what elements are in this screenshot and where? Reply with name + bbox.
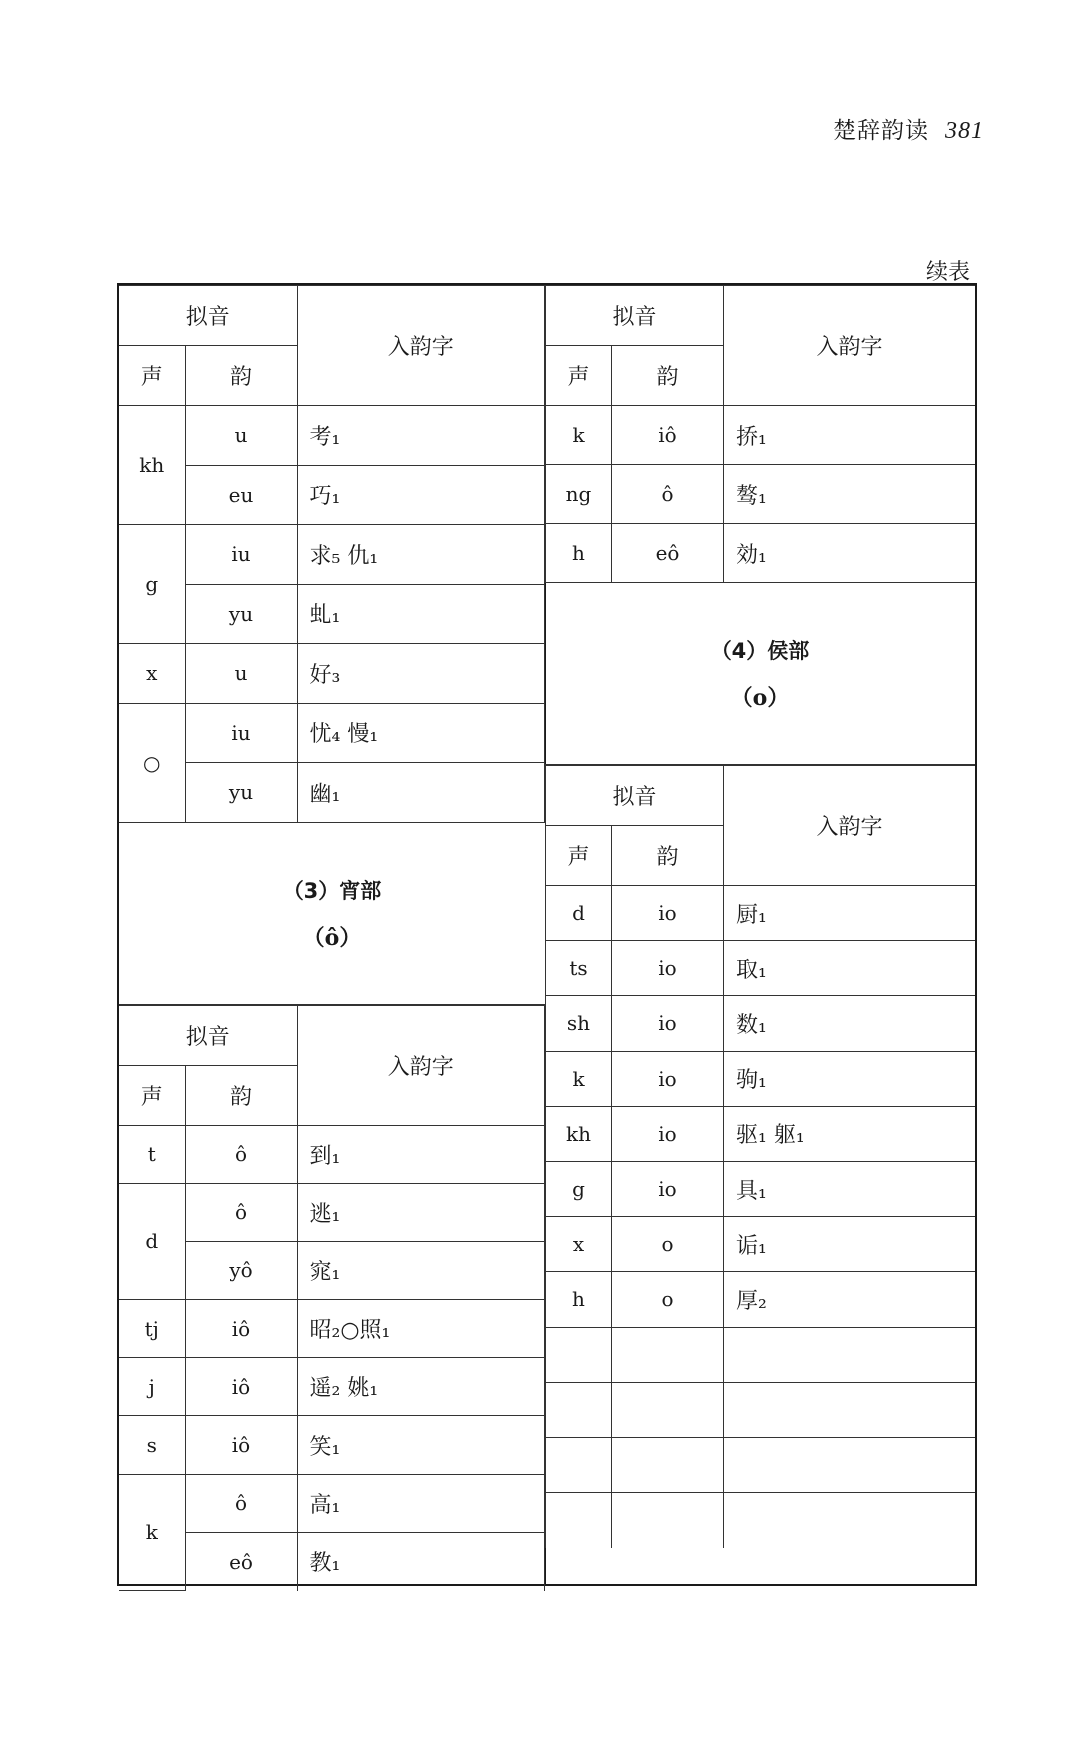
sheng-cell: h xyxy=(546,524,612,583)
yun-cell: u xyxy=(185,406,297,466)
table-row xyxy=(119,406,545,466)
header-sheng: 声 xyxy=(546,826,612,886)
header-sheng: 声 xyxy=(119,1065,185,1125)
ruyunzi-cell: 取₁ xyxy=(724,941,975,996)
ruyunzi-cell: 数₁ xyxy=(724,996,975,1051)
rhyme-table xyxy=(117,283,977,1586)
table-hou-bu xyxy=(545,765,975,1548)
empty-row xyxy=(546,1437,976,1492)
ruyunzi-cell: 教₁ xyxy=(297,1532,544,1590)
section-3-title: （3）宵部 xyxy=(282,878,382,903)
table-row xyxy=(119,1358,545,1416)
ruyunzi-cell: 具₁ xyxy=(724,1161,975,1216)
ruyunzi-cell: 高₁ xyxy=(297,1474,544,1532)
sheng-cell: k xyxy=(546,1051,612,1106)
yun-cell: eu xyxy=(185,465,297,525)
sheng-cell: g xyxy=(546,1161,612,1216)
sheng-cell: j xyxy=(119,1358,185,1416)
header-yun: 韵 xyxy=(185,1065,297,1125)
header-ruyunzi: 入韵字 xyxy=(724,766,975,886)
yun-cell: o xyxy=(612,1217,724,1272)
yun-cell: iô xyxy=(185,1358,297,1416)
sheng-cell: h xyxy=(546,1272,612,1327)
yun-cell: eô xyxy=(612,524,724,583)
ruyunzi-cell: 効₁ xyxy=(724,524,975,583)
table-row xyxy=(546,1051,976,1106)
ruyunzi-cell: 厨₁ xyxy=(724,886,975,941)
sheng-cell: kh xyxy=(546,1106,612,1161)
table-row xyxy=(546,465,976,524)
yun-cell: yô xyxy=(185,1241,297,1299)
yun-cell: o xyxy=(612,1272,724,1327)
yun-cell: iu xyxy=(185,525,297,585)
table-xiao-bu xyxy=(119,1005,545,1592)
sheng-cell: k xyxy=(119,1474,185,1590)
running-head xyxy=(833,112,984,145)
yun-cell: iu xyxy=(185,703,297,763)
table-row xyxy=(119,1300,545,1358)
yun-cell: ô xyxy=(185,1125,297,1183)
yun-cell: eô xyxy=(185,1532,297,1590)
yun-cell: u xyxy=(185,644,297,704)
header-yun: 韵 xyxy=(185,346,297,406)
section-4-sub: （o） xyxy=(730,685,790,711)
table-row xyxy=(546,886,976,941)
ruyunzi-cell: 骜₁ xyxy=(724,465,975,524)
sheng-cell: k xyxy=(546,406,612,465)
section-4-title: （4）侯部 xyxy=(710,639,810,663)
ruyunzi-cell: 求₅ 仇₁ xyxy=(297,525,544,585)
sheng-cell: ○ xyxy=(119,703,185,822)
header-nishi: 拟音 xyxy=(546,286,724,346)
yun-cell: io xyxy=(612,1106,724,1161)
ruyunzi-cell: 好₃ xyxy=(297,644,544,704)
sheng-cell: ng xyxy=(546,465,612,524)
table-row xyxy=(119,644,545,704)
table-row xyxy=(119,1416,545,1474)
sheng-cell: sh xyxy=(546,996,612,1051)
page-number: 381 xyxy=(945,118,984,144)
section-3-heading xyxy=(119,823,545,1005)
header-sheng: 声 xyxy=(546,346,612,406)
header-nishi: 拟音 xyxy=(546,766,724,826)
header-yun: 韵 xyxy=(612,346,724,406)
ruyunzi-cell: 诟₁ xyxy=(724,1217,975,1272)
sheng-cell: ts xyxy=(546,941,612,996)
sheng-cell: g xyxy=(119,525,185,644)
sheng-cell: kh xyxy=(119,406,185,525)
empty-row xyxy=(546,1493,976,1548)
header-ruyunzi: 入韵字 xyxy=(724,286,975,406)
ruyunzi-cell: 窕₁ xyxy=(297,1241,544,1299)
ruyunzi-cell: 驱₁ 躯₁ xyxy=(724,1106,975,1161)
table-row xyxy=(119,525,545,585)
header-ruyunzi: 入韵字 xyxy=(297,286,544,406)
sheng-cell: d xyxy=(119,1183,185,1299)
book-title: 楚辞韵读 xyxy=(833,118,929,144)
yun-cell: ô xyxy=(185,1474,297,1532)
table-row xyxy=(546,996,976,1051)
empty-row xyxy=(546,1382,976,1437)
table-row xyxy=(546,406,976,465)
ruyunzi-cell: 驹₁ xyxy=(724,1051,975,1106)
yun-cell: yu xyxy=(185,763,297,823)
ruyunzi-cell: 巧₁ xyxy=(297,465,544,525)
ruyunzi-cell: 考₁ xyxy=(297,406,544,466)
yun-cell: io xyxy=(612,1051,724,1106)
table-top-right xyxy=(545,285,975,583)
yun-cell: iô xyxy=(612,406,724,465)
sheng-cell: tj xyxy=(119,1300,185,1358)
yun-cell: ô xyxy=(612,465,724,524)
header-nishi: 拟音 xyxy=(119,1005,297,1065)
header-ruyunzi: 入韵字 xyxy=(297,1005,544,1125)
right-column xyxy=(545,285,975,1584)
section-3-sub: （ô） xyxy=(302,924,362,951)
ruyunzi-cell: 到₁ xyxy=(297,1125,544,1183)
header-nishi: 拟音 xyxy=(119,286,297,346)
ruyunzi-cell: 逃₁ xyxy=(297,1183,544,1241)
sheng-cell: x xyxy=(119,644,185,704)
table-row xyxy=(119,703,545,763)
yun-cell: io xyxy=(612,996,724,1051)
ruyunzi-cell: 忧₄ 慢₁ xyxy=(297,703,544,763)
ruyunzi-cell: 虬₁ xyxy=(297,584,544,644)
table-row xyxy=(546,1217,976,1272)
yun-cell: io xyxy=(612,941,724,996)
table-row xyxy=(119,1125,545,1183)
table-row xyxy=(546,1106,976,1161)
table-row xyxy=(546,941,976,996)
yun-cell: iô xyxy=(185,1300,297,1358)
table-row xyxy=(546,524,976,583)
sheng-cell: x xyxy=(546,1217,612,1272)
yun-cell: io xyxy=(612,1161,724,1216)
empty-row xyxy=(546,1327,976,1382)
sheng-cell: d xyxy=(546,886,612,941)
table-row xyxy=(546,1161,976,1216)
ruyunzi-cell: 挢₁ xyxy=(724,406,975,465)
ruyunzi-cell: 昭₂○照₁ xyxy=(297,1300,544,1358)
yun-cell: iô xyxy=(185,1416,297,1474)
table-row xyxy=(119,1183,545,1241)
yun-cell: yu xyxy=(185,584,297,644)
sheng-cell: s xyxy=(119,1416,185,1474)
continued-label: 续表 xyxy=(925,260,970,285)
ruyunzi-cell: 厚₂ xyxy=(724,1272,975,1327)
yun-cell: io xyxy=(612,886,724,941)
section-4-heading xyxy=(545,583,975,765)
sheng-cell: t xyxy=(119,1125,185,1183)
header-yun: 韵 xyxy=(612,826,724,886)
header-sheng: 声 xyxy=(119,346,185,406)
left-column xyxy=(119,285,546,1584)
table-row xyxy=(546,1272,976,1327)
ruyunzi-cell: 笑₁ xyxy=(297,1416,544,1474)
yun-cell: ô xyxy=(185,1183,297,1241)
ruyunzi-cell: 幽₁ xyxy=(297,763,544,823)
table-top-left xyxy=(119,285,545,823)
table-row xyxy=(119,1474,545,1532)
ruyunzi-cell: 遥₂ 姚₁ xyxy=(297,1358,544,1416)
